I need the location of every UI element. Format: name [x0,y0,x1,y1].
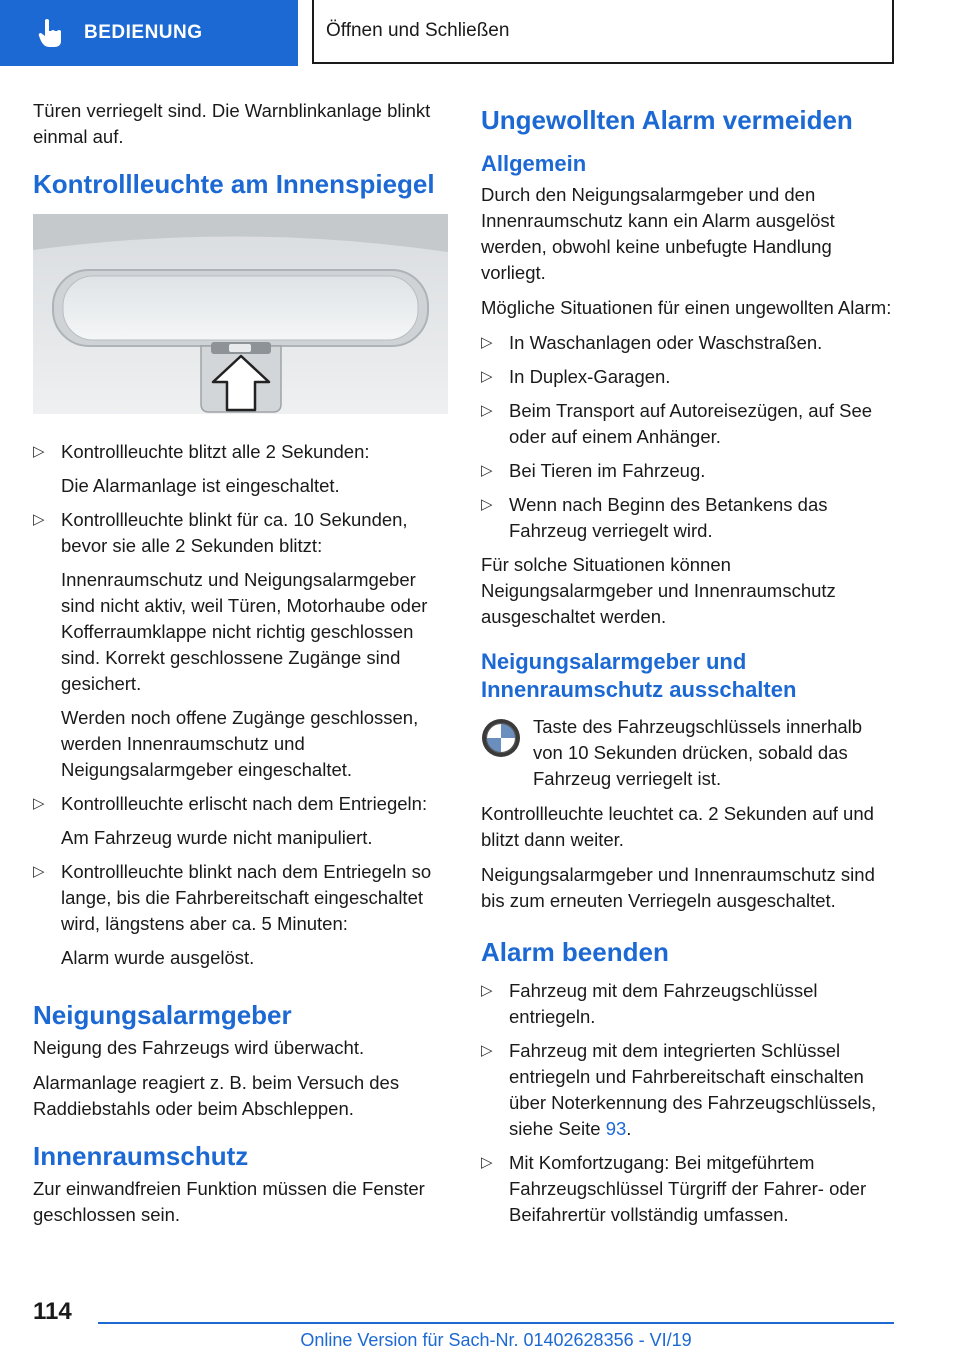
chapter-title: Öffnen und Schließen [312,0,894,64]
heading-avoid-alarm: Ungewollten Alarm vermeiden [481,105,853,135]
situations-list [481,330,896,544]
triangle-bullet-icon: ▷ [481,1042,493,1059]
triangle-bullet-icon: ▷ [33,863,45,880]
triangle-bullet-icon: ▷ [481,1154,493,1171]
general-text-1: Durch den Neigungsalarmgeber und den Innenraumschutz kann ein Alarm ausgelöst werden, obwohl keine unbefugte Handlung vorliegt. [481,184,835,283]
tilt-text-1: Neigung des Fahrzeugs wird überwacht. [33,1037,365,1058]
list-item: ▷ Fahrzeug mit dem integrierten Schlüssel entriegeln und Fahrbereitschaft einschalten über Noterkennung des Fahrzeugschlüssels, siehe Seite 93. [481,1040,877,1139]
bmw-key-button-icon [481,718,521,758]
triangle-bullet-icon: ▷ [481,462,493,479]
list-item: ▷ Mit Komfortzugang: Bei mitgeführtem Fahrzeugschlüssel Türgriff der Fahrer- oder Beifahrertür vollständig umfassen. [481,1152,867,1225]
end-alarm-list [481,978,896,1228]
general-text-2: Mögliche Situationen für einen ungewollten Alarm: [481,297,892,318]
general-text-3: Für solche Situationen können Neigungsalarmgeber und Innenraumschutz ausgeschaltet werden. [481,554,836,627]
triangle-bullet-icon: ▷ [33,511,45,528]
triangle-bullet-icon: ▷ [481,982,493,999]
triangle-bullet-icon: ▷ [481,402,493,419]
list-item: ▷ In Waschanlagen oder Waschstraßen. [481,330,896,356]
footer-divider [98,1322,894,1324]
heading-tilt-sensor: Neigungsalarmgeber [33,1000,292,1030]
rearview-mirror-figure [33,214,448,414]
list-item: ▷ Kontrollleuchte erlischt nach dem Entriegeln: Am Fahrzeug wurde nicht manipuliert. [33,793,428,848]
switch-off-text-1: Taste des Fahrzeugschlüssels innerhalb von 10 Sekunden drücken, sobald das Fahrzeug verriegelt ist. [533,716,863,789]
switch-off-text-2: Kontrollleuchte leuchtet ca. 2 Sekunden auf und blitzt dann weiter. [481,803,874,850]
heading-general: Allgemein [481,151,587,176]
heading-end-alarm: Alarm beenden [481,937,669,967]
intro-text: Türen verriegelt sind. Die Warnblinkanlage blinkt einmal auf. [33,100,431,147]
list-item: ▷ Beim Transport auf Autoreisezügen, auf See oder auf einem Anhänger. [481,400,873,447]
list-item: ▷ Bei Tieren im Fahrzeug. [481,458,896,484]
heading-mirror-indicator: Kontrollleuchte am Innenspiegel [33,169,435,199]
page-number: 114 [33,1298,72,1325]
list-item: ▷ Fahrzeug mit dem Fahrzeugschlüssel entriegeln. [481,980,818,1027]
list-item: ▷ In Duplex-Garagen. [481,364,896,390]
triangle-bullet-icon: ▷ [33,795,45,812]
footer-version-text: Online Version für Sach-Nr. 01402628356 - VI/19 [300,1330,692,1350]
triangle-bullet-icon: ▷ [481,496,493,513]
triangle-bullet-icon: ▷ [481,368,493,385]
interior-text-1: Zur einwandfreien Funktion müssen die Fenster geschlossen sein. [33,1178,425,1225]
mirror-indicator-list [33,439,448,971]
triangle-bullet-icon: ▷ [33,443,45,460]
page-reference-link[interactable]: 93 [605,1118,627,1139]
switch-off-text-3: Neigungsalarmgeber und Innenraumschutz sind bis zum erneuten Verriegeln ausgeschaltet. [481,864,875,911]
hand-pointer-icon [36,17,66,49]
heading-interior-protection: Innenraumschutz [33,1141,249,1171]
key-button-instruction [481,714,896,792]
triangle-bullet-icon: ▷ [481,334,493,351]
list-item: ▷ Kontrollleuchte blinkt nach dem Entriegeln so lange, bis die Fahrbereitschaft eingeschaltet wird, längstens aber ca. 5 Minuten: Alarm wurde ausgelöst. [33,861,432,968]
right-column [481,98,896,1236]
list-item: ▷ Kontrollleuchte blitzt alle 2 Sekunden: Die Alarmanlage ist eingeschaltet. [33,441,370,496]
left-column [33,98,448,1237]
tilt-text-2: Alarmanlage reagiert z. B. beim Versuch des Raddiebstahls oder beim Abschleppen. [33,1072,400,1119]
section-tab [0,0,298,66]
list-item: ▷ Kontrollleuchte blinkt für ca. 10 Sekunden, bevor sie alle 2 Sekunden blitzt: Innenraumschutz und Neigungsalarmgeber sind nicht aktiv, weil Türen, Motorhaube oder Kofferraumklappe nicht richtig geschlossen sind. Korrekt geschlossene Zugänge sind gesichert. Werden noch offene Zugänge geschlossen, werden Innenraumschutz und Neigungsalarmgeber eingeschaltet. [33,509,428,780]
section-label: BEDIENUNG [84,22,203,43]
heading-switch-off: Neigungsalarmgeber und Innenraumschutz ausschalten [481,649,797,702]
list-item: ▷ Wenn nach Beginn des Betankens das Fahrzeug verriegelt wird. [481,494,828,541]
